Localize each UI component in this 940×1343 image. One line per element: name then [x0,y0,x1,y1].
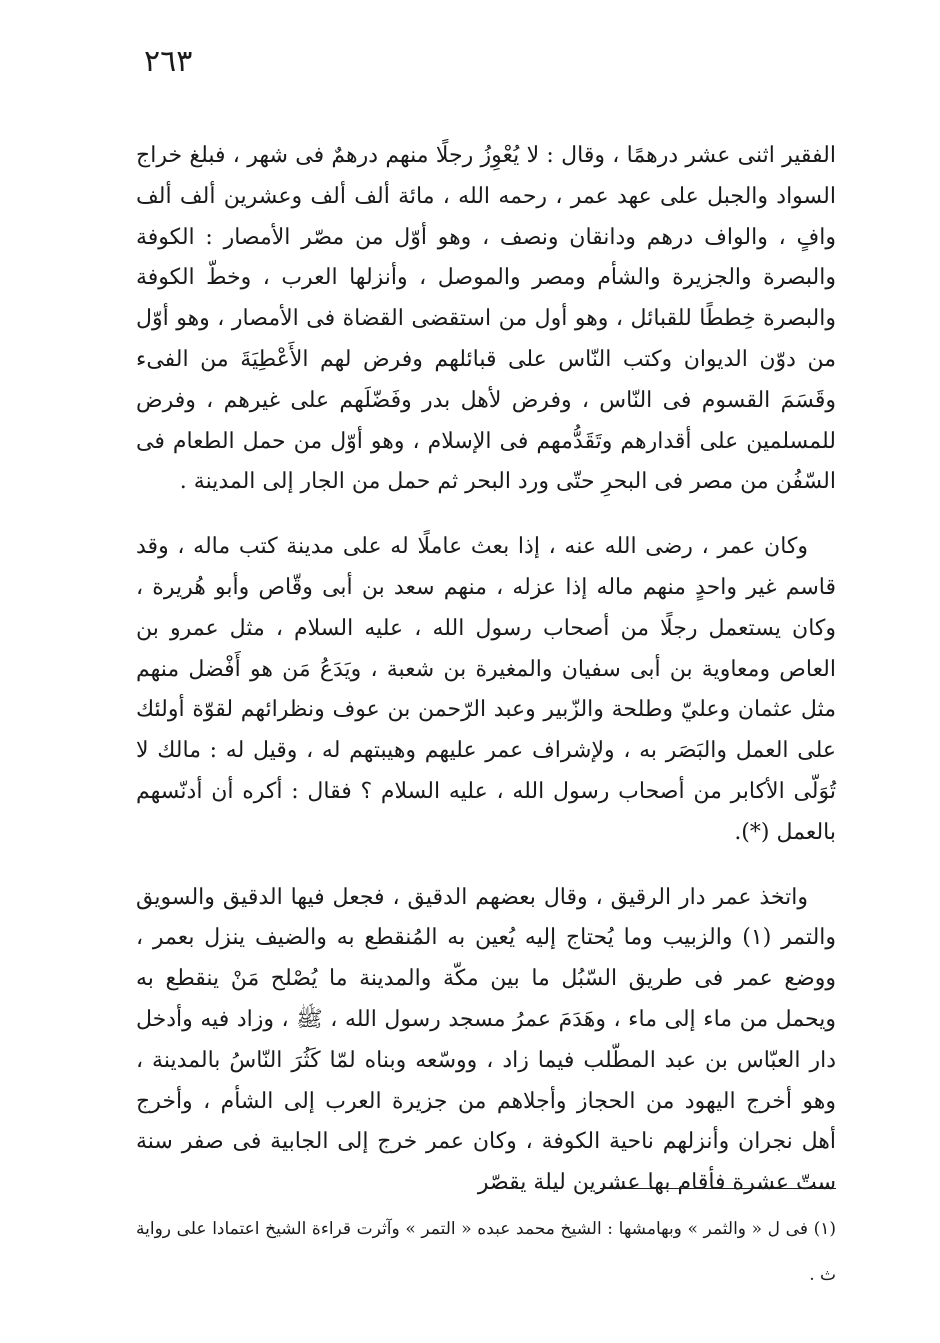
footnote-1: (١) فى ل « والثمر » وبهامشها : الشيخ محمد عبده « التمر » وآثرت قراءة الشيخ اعتمادا على رواية ث . [136,1219,836,1285]
footnote-divider [600,1188,836,1189]
paragraph-2: وكان عمر ، رضى الله عنه ، إذا بعث عاملًا له على مدينة كتب ماله ، وقد قاسم غير واحدٍ منهم ماله إذا عزله ، منهم سعد بن أبى وقّاص وأبو هُريرة ، وكان يستعمل رجلًا من أصحاب رسول الله ، عليه السلام ، مثل عمرو بن العاص ومعاوية بن أبى سفيان والمغيرة بن شعبة ، ويَدَعُ مَن هو أَفْضل منهم مثل عثمان وعليّ وطلحة والزّبير وعبد الرّحمن بن عوف ونظرائهم لقوّة أولئك على العمل والبَصَر به ، ولإشراف عمر عليهم وهيبتهم له ، وقيل له : مالك لا تُوَلّى الأكابر من أصحاب رسول الله ، عليه السلام ؟ فقال : أكره أن أدنّسهم بالعمل (*). [136,534,836,845]
page-number: ٢٦٣ [144,44,193,79]
paragraph-1: الفقير اثنى عشر درهمًا ، وقال : لا يُعْوِزُ رجلًا منهم درهمٌ فى شهر ، فبلغ خراج السواد والجبل على عهد عمر ، رحمه الله ، مائة ألف ألف وعشرين ألف ألف وافٍ ، والواف درهم ودانقان ونصف ، وهو أوّل من مصّر الأمصار : الكوفة والبصرة والجزيرة والشأم ومصر والموصل ، وأنزلها العرب ، وخطّ الكوفة والبصرة خِططًا للقبائل ، وهو أول من استقضى القضاة فى الأمصار ، وهو أوّل من دوّن الديوان وكتب النّاس على قبائلهم وفرض لهم الأَعْطِيَةَ من الفىء وقَسَمَ القسوم فى النّاس ، وفرض لأهل بدر وفَضّلَهم على غيرهم ، وفرض للمسلمين على أقدارهم وتَقَدُّمهم فى الإسلام ، وهو أوّل من حمل الطعام فى السّفُن من مصر فى البحرِ حتّى ورد البحر ثم حمل من الجار إلى المدينة . [136,143,836,495]
paragraph-3: واتخذ عمر دار الرقيق ، وقال بعضهم الدقيق ، فجعل فيها الدقيق والسويق والتمر (١) والزبيب وما يُحتاج إليه يُعين به المُنقطع به والضيف ينزل بعمر ، ووضع عمر فى طريق السّبُل ما بين مكّة والمدينة ما يُصْلح مَنْ ينقطع به ويحمل من ماء إلى ماء ، وهَدَمَ عمرُ مسجد رسول الله ، ﷺ ، وزاد فيه وأدخل دار العبّاس بن عبد المطّلب فيما زاد ، ووسّعه وبناه لمّا كَثُرَ النّاسُ بالمدينة ، وهو أخرج اليهود من الحجاز وأجلاهم من جزيرة العرب إلى الشأم ، وأخرج أهل نجران وأنزلهم ناحية الكوفة ، وكان عمر خرج إلى الجابية فى صفر سنة ستّ عشرة فأقام بها عشرين ليلة يقصّر [136,884,837,1196]
main-text [136,136,836,1204]
footnotes [136,1206,836,1298]
